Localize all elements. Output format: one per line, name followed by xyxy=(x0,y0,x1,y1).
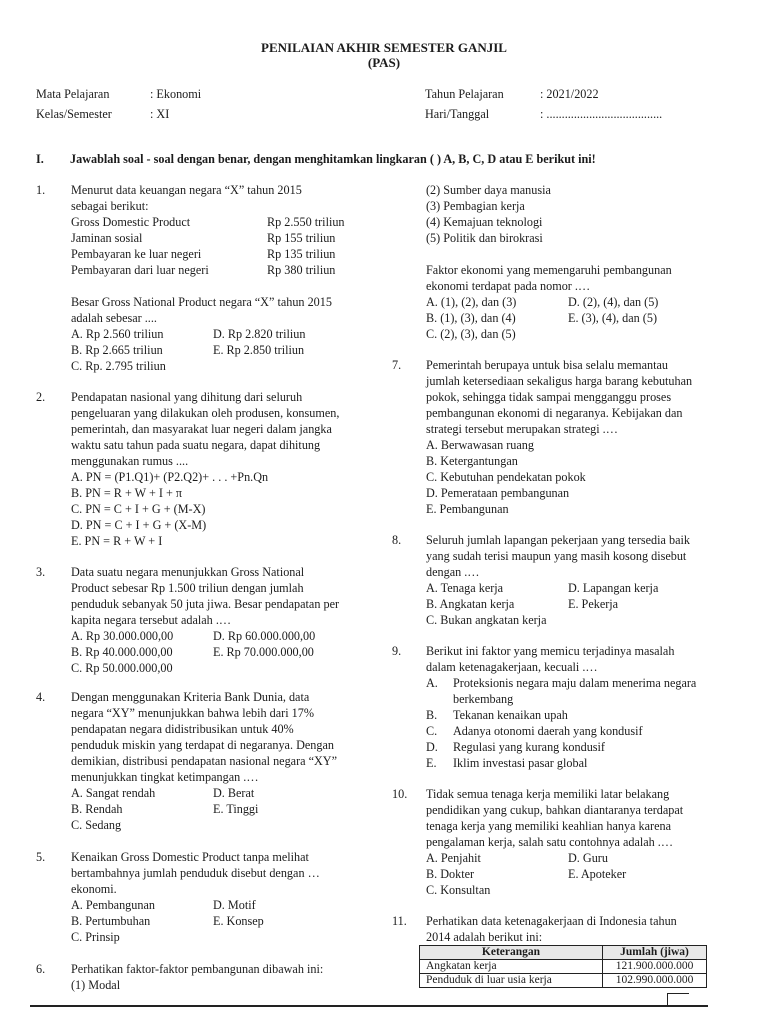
answer-option[interactable]: C. Rp. 2.795 triliun xyxy=(71,359,166,373)
table-header: Jumlah (jiwa) xyxy=(603,946,707,960)
answer-option[interactable]: E. Rp 2.850 triliun xyxy=(213,343,305,357)
answer-option[interactable]: D. Guru xyxy=(568,851,608,865)
footer-box-edge xyxy=(667,993,689,994)
answer-option[interactable]: D. Regulasi yang kurang kondusif xyxy=(426,740,605,754)
question-text: bertambahnya jumlah penduduk disebut dengan … xyxy=(71,866,320,880)
question-text: Seluruh jumlah lapangan pekerjaan yang tersedia baik xyxy=(426,533,690,547)
date-label: Hari/Tanggal xyxy=(425,107,490,121)
question-text: tenaga kerja yang memiliki keahlian hanya karena xyxy=(426,819,671,833)
option-row xyxy=(71,785,337,801)
data-row: Jaminan sosial Rp 155 triliun xyxy=(71,231,336,245)
answer-option[interactable]: B. Angkatan kerja xyxy=(426,597,515,611)
question-text: Kenaikan Gross Domestic Product tanpa melihat xyxy=(71,850,309,864)
question-5 xyxy=(71,849,320,945)
answer-option[interactable]: B. Pertumbuhan xyxy=(71,914,151,928)
question-text: adalah sebesar .... xyxy=(71,311,157,325)
question-text: strategi tersebut merupakan strategi .… xyxy=(426,422,618,436)
question-text: dalam ketenagakerjaan, kecuali .… xyxy=(426,660,598,674)
date-value: : ...................................... xyxy=(540,107,663,121)
question-8 xyxy=(426,532,690,628)
question-text: Perhatikan faktor-faktor pembangunan dibawah ini: xyxy=(71,962,324,976)
answer-option[interactable]: E. Konsep xyxy=(213,914,264,928)
answer-option[interactable]: D. Rp 60.000.000,00 xyxy=(213,629,316,643)
table-row xyxy=(420,960,707,974)
question-6 xyxy=(71,961,323,993)
question-number: 2. xyxy=(36,390,46,404)
question-number: 7. xyxy=(392,358,402,372)
table-cell: Angkatan kerja xyxy=(420,960,603,974)
answer-option[interactable]: A. Penjahit xyxy=(426,851,481,865)
option-row xyxy=(71,342,381,358)
question-text: yang sudah terisi maupun yang masih kosong disebut xyxy=(426,549,687,563)
answer-option[interactable]: D. PN = C + I + G + (X-M) xyxy=(71,518,207,532)
question-text: pendapatan negara didistribusikan untuk 40% xyxy=(71,722,294,736)
subject-label: Mata Pelajaran xyxy=(36,87,110,101)
answer-option[interactable]: B. (1), (3), dan (4) xyxy=(426,311,516,325)
option-row xyxy=(426,850,683,866)
question-number: 6. xyxy=(36,962,46,976)
question-text: Data suatu negara menunjukkan Gross National xyxy=(71,565,305,579)
question-number: 10. xyxy=(392,787,408,801)
question-text: jumlah ketersediaan sekaligus harga barang kebutuhan xyxy=(426,374,693,388)
question-number: 4. xyxy=(36,690,46,704)
answer-option[interactable]: C. (2), (3), dan (5) xyxy=(426,327,516,341)
question-9 xyxy=(426,643,696,771)
option-row xyxy=(71,817,337,833)
class-value: : XI xyxy=(150,107,170,121)
question-text: pendidikan yang cukup, bahkan diantaranya terdapat xyxy=(426,803,684,817)
answer-option[interactable]: C. Rp 50.000.000,00 xyxy=(71,661,173,675)
question-text: pengalaman kerja, salah satu contohnya adalah .… xyxy=(426,835,674,849)
question-text: penduduk sebanyak 50 juta jiwa. Besar pendapatan per xyxy=(71,597,340,611)
option-row xyxy=(426,866,683,882)
option-row xyxy=(426,612,690,628)
answer-option[interactable]: B. Tekanan kenaikan upah xyxy=(426,708,568,722)
question-text: (1) Modal xyxy=(71,978,121,992)
question-11 xyxy=(426,913,677,945)
employment-data-table xyxy=(419,945,707,988)
question-text: pembangunan ekonomi di negaranya. Kebijakan dan xyxy=(426,406,683,420)
question-text: dengan .… xyxy=(426,565,480,579)
answer-option[interactable]: E. PN = R + W + I xyxy=(71,534,163,548)
question-number: 9. xyxy=(392,644,402,658)
table-cell: 121.900.000.000 xyxy=(603,960,707,974)
question-text: Tidak semua tenaga kerja memiliki latar belakang xyxy=(426,787,670,801)
answer-option[interactable]: E. (3), (4), dan (5) xyxy=(568,311,658,325)
answer-option[interactable]: C. Bukan angkatan kerja xyxy=(426,613,547,627)
question-text: Product sebesar Rp 1.500 triliun dengan jumlah xyxy=(71,581,304,595)
question-text: waktu satu tahun pada suatu negara, dapat dihitung xyxy=(71,438,321,452)
question-number: 5. xyxy=(36,850,46,864)
year-label: Tahun Pelajaran xyxy=(425,87,504,101)
option-row xyxy=(71,326,381,342)
question-3 xyxy=(71,564,339,676)
question-7 xyxy=(426,357,692,517)
answer-option[interactable]: C. Sedang xyxy=(71,818,122,832)
question-text: Besar Gross National Product negara “X” tahun 2015 xyxy=(71,295,332,309)
question-text: pengeluaran yang dilakukan oleh produsen, konsumen, xyxy=(71,406,340,420)
answer-option[interactable]: C. Prinsip xyxy=(71,930,120,944)
list-item: (3) Pembagian kerja xyxy=(426,199,525,213)
question-number: 1. xyxy=(36,183,46,197)
option-row xyxy=(426,310,672,326)
answer-option[interactable]: A. PN = (P1.Q1)+ (P2.Q2)+ . . . +Pn.Qn xyxy=(71,470,269,484)
option-row xyxy=(426,326,672,342)
answer-option[interactable]: E. Pekerja xyxy=(568,597,619,611)
answer-option[interactable]: B. PN = R + W + I + π xyxy=(71,486,183,500)
answer-option[interactable]: E. Iklim investasi pasar global xyxy=(426,756,588,770)
answer-option[interactable]: B. Rp 40.000.000,00 xyxy=(71,645,173,659)
question-text: negara “XY” menunjukkan bahwa lebih dari 17% xyxy=(71,706,314,720)
section-instruction: Jawablah soal - soal dengan benar, dengan menghitamkan lingkaran ( ) A, B, C, D atau E berikut ini! xyxy=(70,152,596,166)
answer-option[interactable]: D. Pemerataan pembangunan xyxy=(426,486,570,500)
answer-option[interactable]: D. Lapangan kerja xyxy=(568,581,659,595)
option-row xyxy=(426,596,690,612)
footer-box-edge xyxy=(667,993,668,1007)
footer-rule xyxy=(30,1005,708,1007)
answer-option[interactable]: A. Rp 2.560 triliun xyxy=(71,327,164,341)
answer-option[interactable]: A. Tenaga kerja xyxy=(426,581,504,595)
question-6-continued xyxy=(426,182,672,342)
question-text: sebagai berikut: xyxy=(71,199,149,213)
question-text: Menurut data keuangan negara “X” tahun 2015 xyxy=(71,183,302,197)
answer-option[interactable]: E. Tinggi xyxy=(213,802,259,816)
answer-option[interactable]: A. Sangat rendah xyxy=(71,786,156,800)
answer-option[interactable]: A. Berwawasan ruang xyxy=(426,438,534,452)
question-text: Pemerintah berupaya untuk bisa selalu memantau xyxy=(426,358,668,372)
option-row xyxy=(71,660,339,676)
question-1 xyxy=(71,182,381,374)
data-row: Gross Domestic Product Rp 2.550 triliun xyxy=(71,215,345,229)
option-row xyxy=(71,913,320,929)
answer-option[interactable]: C. PN = C + I + G + (M-X) xyxy=(71,502,206,516)
answer-option[interactable]: D. Motif xyxy=(213,898,256,912)
answer-option[interactable]: A. Proteksionis negara maju dalam menerima negara xyxy=(426,676,697,690)
exam-title: PENILAIAN AKHIR SEMESTER GANJIL xyxy=(261,40,507,55)
option-row xyxy=(426,580,690,596)
answer-option[interactable]: C. Konsultan xyxy=(426,883,491,897)
answer-option[interactable]: C. Kebutuhan pendekatan pokok xyxy=(426,470,586,484)
question-text: menggunakan rumus .... xyxy=(71,454,189,468)
option-row xyxy=(71,897,320,913)
question-text: pemerintah, dan masyarakat luar negeri dalam jangka xyxy=(71,422,332,436)
option-row xyxy=(71,628,339,644)
answer-option[interactable]: A. (1), (2), dan (3) xyxy=(426,295,517,309)
answer-option[interactable]: E. Apoteker xyxy=(568,867,627,881)
answer-option[interactable]: B. Dokter xyxy=(426,867,475,881)
exam-subtitle: (PAS) xyxy=(367,55,401,70)
question-4 xyxy=(71,689,337,833)
answer-option[interactable]: D. (2), (4), dan (5) xyxy=(568,295,659,309)
question-number: 8. xyxy=(392,533,402,547)
answer-option[interactable]: D. Berat xyxy=(213,786,255,800)
list-item: (4) Kemajuan teknologi xyxy=(426,215,543,229)
subject-value: : Ekonomi xyxy=(150,87,202,101)
answer-option[interactable]: A. Rp 30.000.000,00 xyxy=(71,629,174,643)
section-number: I. xyxy=(36,152,44,166)
question-text: Faktor ekonomi yang memengaruhi pembangunan xyxy=(426,263,672,277)
question-text: 2014 adalah berikut ini: xyxy=(426,930,543,944)
option-row xyxy=(71,801,337,817)
list-item: (2) Sumber daya manusia xyxy=(426,183,551,197)
option-row xyxy=(426,294,672,310)
answer-option[interactable]: C. Adanya otonomi daerah yang kondusif xyxy=(426,724,643,738)
table-cell: 102.990.000.000 xyxy=(603,974,707,988)
question-text: penduduk miskin yang terdapat di negaranya. Dengan xyxy=(71,738,334,752)
answer-option[interactable]: E. Rp 70.000.000,00 xyxy=(213,645,314,659)
question-text: kapita negara tersebut adalah .… xyxy=(71,613,232,627)
question-text: Pendapatan nasional yang dihitung dari seluruh xyxy=(71,390,303,404)
question-10 xyxy=(426,786,683,898)
data-row: Pembayaran dari luar negeri Rp 380 triliun xyxy=(71,263,336,277)
question-text: Dengan menggunakan Kriteria Bank Dunia, data xyxy=(71,690,310,704)
table-header: Keterangan xyxy=(420,946,603,960)
option-row xyxy=(71,644,339,660)
option-row xyxy=(426,882,683,898)
answer-option[interactable]: E. Pembangunan xyxy=(426,502,509,516)
question-number: 3. xyxy=(36,565,46,579)
list-item: (5) Politik dan birokrasi xyxy=(426,231,543,245)
option-row xyxy=(71,929,320,945)
answer-option[interactable]: D. Rp 2.820 triliun xyxy=(213,327,306,341)
question-text: menunjukkan tingkat ketimpangan .… xyxy=(71,770,259,784)
question-text: Perhatikan data ketenagakerjaan di Indonesia tahun xyxy=(426,914,677,928)
question-text: ekonomi. xyxy=(71,882,117,896)
table-row xyxy=(420,974,707,988)
answer-option[interactable]: B. Rp 2.665 triliun xyxy=(71,343,163,357)
question-text: demikian, distribusi pendapatan nasional negara “XY” xyxy=(71,754,338,768)
question-text: Berikut ini faktor yang memicu terjadinya masalah xyxy=(426,644,675,658)
answer-option[interactable]: B. Ketergantungan xyxy=(426,454,518,468)
question-2 xyxy=(71,389,339,549)
question-text: pokok, sehingga tidak sampai mengganggu proses xyxy=(426,390,672,404)
year-value: : 2021/2022 xyxy=(540,87,599,101)
question-text: ekonomi terdapat pada nomor .… xyxy=(426,279,591,293)
answer-option-continued: berkembang xyxy=(453,692,514,706)
table-cell: Penduduk di luar usia kerja xyxy=(420,974,603,988)
answer-option[interactable]: A. Pembangunan xyxy=(71,898,155,912)
option-row xyxy=(71,358,381,374)
answer-option[interactable]: B. Rendah xyxy=(71,802,123,816)
class-label: Kelas/Semester xyxy=(36,107,112,121)
data-row: Pembayaran ke luar negeri Rp 135 triliun xyxy=(71,247,336,261)
question-number: 11. xyxy=(392,914,407,928)
